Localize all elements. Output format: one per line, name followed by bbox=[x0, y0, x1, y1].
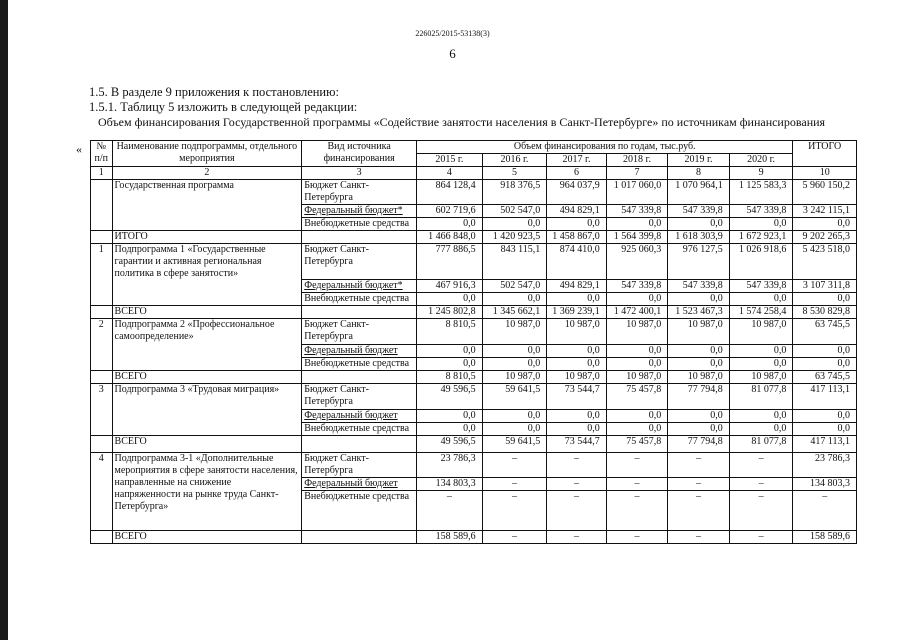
funding-source: Бюджет Санкт-Петербурга bbox=[302, 384, 417, 410]
total-value-cell: 1 420 923,5 bbox=[482, 231, 547, 244]
scan-edge-bar bbox=[0, 0, 8, 640]
source-empty bbox=[302, 436, 417, 453]
value-cell: 0,0 bbox=[729, 410, 793, 423]
value-cell: 0,0 bbox=[417, 423, 483, 436]
header-year: 2019 г. bbox=[668, 154, 730, 167]
value-cell: 0,0 bbox=[668, 345, 730, 358]
value-cell: 925 060,3 bbox=[606, 244, 668, 280]
value-cell: 547 339,8 bbox=[668, 205, 730, 218]
total-row bbox=[91, 306, 857, 319]
value-cell: – bbox=[547, 478, 606, 491]
total-value-cell: 10 987,0 bbox=[482, 371, 547, 384]
value-cell: 0,0 bbox=[668, 423, 730, 436]
value-cell: 0,0 bbox=[482, 358, 547, 371]
value-cell: – bbox=[482, 478, 547, 491]
value-cell: – bbox=[606, 453, 668, 478]
total-cell: 0,0 bbox=[793, 358, 857, 371]
table-caption: Объем финансирования Государственной программы «Содействие занятости населения в Санкт-Петербурге» по источникам финансирования bbox=[98, 115, 826, 129]
value-cell: 0,0 bbox=[729, 345, 793, 358]
header-name: Наименование подпрограммы, отдельного мероприятия bbox=[112, 141, 302, 167]
value-cell: 0,0 bbox=[482, 218, 547, 231]
value-cell: 1 125 583,3 bbox=[729, 180, 793, 205]
value-cell: 0,0 bbox=[547, 410, 606, 423]
value-cell: 8 810,5 bbox=[417, 319, 483, 345]
funding-source: Внебюджетные средства bbox=[302, 218, 417, 231]
column-number: 8 bbox=[668, 167, 730, 180]
total-cell: 0,0 bbox=[793, 218, 857, 231]
value-cell: 547 339,8 bbox=[668, 280, 730, 293]
value-cell: 59 641,5 bbox=[482, 384, 547, 410]
value-cell: – bbox=[668, 453, 730, 478]
header-num: № п/п bbox=[91, 141, 113, 167]
column-number: 3 bbox=[302, 167, 417, 180]
total-value-cell: 1 245 802,8 bbox=[417, 306, 483, 319]
grand-total-cell: 417 113,1 bbox=[793, 436, 857, 453]
value-cell: – bbox=[547, 453, 606, 478]
total-value-cell: 59 641,5 bbox=[482, 436, 547, 453]
row-number: 1 bbox=[91, 244, 113, 306]
value-cell: – bbox=[668, 478, 730, 491]
value-cell: 502 547,0 bbox=[482, 205, 547, 218]
value-cell: 874 410,0 bbox=[547, 244, 606, 280]
grand-total-cell: 9 202 265,3 bbox=[793, 231, 857, 244]
value-cell: 23 786,3 bbox=[417, 453, 483, 478]
header-year: 2020 г. bbox=[729, 154, 793, 167]
total-cell: 23 786,3 bbox=[793, 453, 857, 478]
value-cell: 547 339,8 bbox=[729, 205, 793, 218]
total-label: ВСЕГО bbox=[112, 436, 302, 453]
total-value-cell: – bbox=[729, 531, 793, 544]
total-value-cell: 1 564 399,8 bbox=[606, 231, 668, 244]
value-cell: – bbox=[606, 478, 668, 491]
row-number: 2 bbox=[91, 319, 113, 371]
total-value-cell: 81 077,8 bbox=[729, 436, 793, 453]
section-subheading: 1.5.1. Таблицу 5 изложить в следующей редакции: bbox=[89, 100, 358, 114]
value-cell: 0,0 bbox=[729, 358, 793, 371]
value-cell: – bbox=[606, 491, 668, 531]
document-number: 226025/2015-53138(3) bbox=[415, 29, 490, 38]
header-year: 2016 г. bbox=[482, 154, 547, 167]
row-number-empty bbox=[91, 306, 113, 319]
page-number: 6 bbox=[449, 46, 456, 61]
total-cell: – bbox=[793, 491, 857, 531]
value-cell: – bbox=[482, 453, 547, 478]
value-cell: 0,0 bbox=[417, 345, 483, 358]
total-cell: 0,0 bbox=[793, 293, 857, 306]
total-cell: 3 107 311,8 bbox=[793, 280, 857, 293]
total-value-cell: 75 457,8 bbox=[606, 436, 668, 453]
total-value-cell: 8 810,5 bbox=[417, 371, 483, 384]
value-cell: 0,0 bbox=[606, 293, 668, 306]
value-cell: 0,0 bbox=[668, 218, 730, 231]
funding-source: Федеральный бюджет bbox=[302, 345, 417, 358]
row-number-empty bbox=[91, 436, 113, 453]
value-cell: 0,0 bbox=[482, 410, 547, 423]
source-empty bbox=[302, 306, 417, 319]
table-row bbox=[91, 453, 857, 478]
value-cell: – bbox=[547, 491, 606, 531]
column-number: 5 bbox=[482, 167, 547, 180]
value-cell: 0,0 bbox=[729, 423, 793, 436]
column-number: 4 bbox=[417, 167, 483, 180]
total-label: ВСЕГО bbox=[112, 531, 302, 544]
total-cell: 63 745,5 bbox=[793, 319, 857, 345]
value-cell: 49 596,5 bbox=[417, 384, 483, 410]
total-cell: 3 242 115,1 bbox=[793, 205, 857, 218]
grand-total-cell: 63 745,5 bbox=[793, 371, 857, 384]
value-cell: 0,0 bbox=[606, 358, 668, 371]
total-row bbox=[91, 531, 857, 544]
funding-source: Бюджет Санкт-Петербурга bbox=[302, 319, 417, 345]
total-value-cell: – bbox=[547, 531, 606, 544]
value-cell: 81 077,8 bbox=[729, 384, 793, 410]
total-value-cell: 49 596,5 bbox=[417, 436, 483, 453]
total-value-cell: 1 574 258,4 bbox=[729, 306, 793, 319]
total-value-cell: 10 987,0 bbox=[729, 371, 793, 384]
total-row bbox=[91, 371, 857, 384]
value-cell: 0,0 bbox=[729, 218, 793, 231]
value-cell: 0,0 bbox=[729, 293, 793, 306]
program-name: Подпрограмма 3 «Трудовая миграция» bbox=[112, 384, 302, 436]
value-cell: – bbox=[482, 491, 547, 531]
funding-source: Федеральный бюджет* bbox=[302, 280, 417, 293]
column-number: 1 bbox=[91, 167, 113, 180]
total-value-cell: 10 987,0 bbox=[547, 371, 606, 384]
total-value-cell: 1 458 867,0 bbox=[547, 231, 606, 244]
funding-source: Бюджет Санкт-Петербурга bbox=[302, 244, 417, 280]
value-cell: – bbox=[729, 491, 793, 531]
total-value-cell: 10 987,0 bbox=[606, 371, 668, 384]
value-cell: – bbox=[417, 491, 483, 531]
header-source: Вид источника финансирования bbox=[302, 141, 417, 167]
header-total: ИТОГО bbox=[793, 141, 857, 167]
section-heading: 1.5. В разделе 9 приложения к постановлению: bbox=[89, 85, 339, 99]
value-cell: 0,0 bbox=[482, 293, 547, 306]
total-value-cell: 1 672 923,1 bbox=[729, 231, 793, 244]
value-cell: 0,0 bbox=[547, 218, 606, 231]
header-volume: Объем финансирования по годам, тыс.руб. bbox=[417, 141, 793, 154]
value-cell: 0,0 bbox=[547, 423, 606, 436]
row-number: 3 bbox=[91, 384, 113, 436]
total-cell: 134 803,3 bbox=[793, 478, 857, 491]
value-cell: 0,0 bbox=[668, 293, 730, 306]
value-cell: 777 886,5 bbox=[417, 244, 483, 280]
row-number: 4 bbox=[91, 453, 113, 531]
value-cell: 0,0 bbox=[606, 345, 668, 358]
program-name: Подпрограмма 1 «Государственные гарантии и активная региональная политика в сфере занятости» bbox=[112, 244, 302, 306]
value-cell: 1 026 918,6 bbox=[729, 244, 793, 280]
open-quote: « bbox=[76, 142, 82, 156]
total-cell: 5 960 150,2 bbox=[793, 180, 857, 205]
value-cell: 0,0 bbox=[482, 423, 547, 436]
funding-source: Федеральный бюджет bbox=[302, 478, 417, 491]
header-row bbox=[91, 141, 857, 154]
total-cell: 0,0 bbox=[793, 423, 857, 436]
value-cell: 964 037,9 bbox=[547, 180, 606, 205]
total-value-cell: 158 589,6 bbox=[417, 531, 483, 544]
value-cell: 0,0 bbox=[417, 293, 483, 306]
value-cell: 547 339,8 bbox=[729, 280, 793, 293]
value-cell: 0,0 bbox=[606, 218, 668, 231]
table-row bbox=[91, 180, 857, 205]
total-value-cell: 1 523 467,3 bbox=[668, 306, 730, 319]
value-cell: 10 987,0 bbox=[729, 319, 793, 345]
funding-source: Бюджет Санкт-Петербурга bbox=[302, 180, 417, 205]
total-row bbox=[91, 436, 857, 453]
table-row bbox=[91, 244, 857, 280]
funding-source: Бюджет Санкт-Петербурга bbox=[302, 453, 417, 478]
total-cell: 417 113,1 bbox=[793, 384, 857, 410]
total-cell: 0,0 bbox=[793, 345, 857, 358]
value-cell: 134 803,3 bbox=[417, 478, 483, 491]
row-number-empty bbox=[91, 371, 113, 384]
source-empty bbox=[302, 531, 417, 544]
value-cell: 547 339,8 bbox=[606, 205, 668, 218]
financing-table bbox=[90, 140, 857, 544]
funding-source: Федеральный бюджет bbox=[302, 410, 417, 423]
column-number: 7 bbox=[606, 167, 668, 180]
value-cell: 1 017 060,0 bbox=[606, 180, 668, 205]
program-name: Подпрограмма 3-1 «Дополнительные мероприятия в сфере занятости населения, направленные на снижение напряженности на рынке труда Санкт-Петербурга» bbox=[112, 453, 302, 531]
value-cell: 1 070 964,1 bbox=[668, 180, 730, 205]
row-number-empty bbox=[91, 531, 113, 544]
column-number: 10 bbox=[793, 167, 857, 180]
value-cell: 494 829,1 bbox=[547, 280, 606, 293]
total-label: ВСЕГО bbox=[112, 306, 302, 319]
value-cell: 75 457,8 bbox=[606, 384, 668, 410]
total-value-cell: 1 618 303,9 bbox=[668, 231, 730, 244]
total-value-cell: – bbox=[606, 531, 668, 544]
value-cell: 0,0 bbox=[668, 410, 730, 423]
value-cell: 547 339,8 bbox=[606, 280, 668, 293]
value-cell: 77 794,8 bbox=[668, 384, 730, 410]
value-cell: 843 115,1 bbox=[482, 244, 547, 280]
total-value-cell: 10 987,0 bbox=[668, 371, 730, 384]
total-value-cell: 77 794,8 bbox=[668, 436, 730, 453]
funding-source: Внебюджетные средства bbox=[302, 423, 417, 436]
value-cell: 10 987,0 bbox=[606, 319, 668, 345]
total-value-cell: 1 345 662,1 bbox=[482, 306, 547, 319]
value-cell: 0,0 bbox=[547, 293, 606, 306]
value-cell: 0,0 bbox=[547, 345, 606, 358]
value-cell: 976 127,5 bbox=[668, 244, 730, 280]
total-value-cell: – bbox=[482, 531, 547, 544]
value-cell: 10 987,0 bbox=[547, 319, 606, 345]
value-cell: 0,0 bbox=[417, 218, 483, 231]
value-cell: 73 544,7 bbox=[547, 384, 606, 410]
header-year: 2017 г. bbox=[547, 154, 606, 167]
total-label: ВСЕГО bbox=[112, 371, 302, 384]
total-cell: 5 423 518,0 bbox=[793, 244, 857, 280]
funding-source: Внебюджетные средства bbox=[302, 358, 417, 371]
value-cell: 602 719,6 bbox=[417, 205, 483, 218]
value-cell: – bbox=[729, 453, 793, 478]
funding-source: Внебюджетные средства bbox=[302, 491, 417, 531]
total-value-cell: 1 466 848,0 bbox=[417, 231, 483, 244]
funding-source: Внебюджетные средства bbox=[302, 293, 417, 306]
header-year: 2018 г. bbox=[606, 154, 668, 167]
value-cell: 0,0 bbox=[482, 345, 547, 358]
value-cell: 0,0 bbox=[606, 423, 668, 436]
value-cell: – bbox=[668, 491, 730, 531]
value-cell: 0,0 bbox=[606, 410, 668, 423]
table-row bbox=[91, 319, 857, 345]
column-number: 9 bbox=[729, 167, 793, 180]
value-cell: 494 829,1 bbox=[547, 205, 606, 218]
value-cell: 502 547,0 bbox=[482, 280, 547, 293]
total-value-cell: 73 544,7 bbox=[547, 436, 606, 453]
grand-total-cell: 8 530 829,8 bbox=[793, 306, 857, 319]
column-number-row bbox=[91, 167, 857, 180]
source-empty bbox=[302, 231, 417, 244]
value-cell: 0,0 bbox=[547, 358, 606, 371]
program-name: Подпрограмма 2 «Профессиональное самоопределение» bbox=[112, 319, 302, 371]
column-number: 6 bbox=[547, 167, 606, 180]
value-cell: 0,0 bbox=[668, 358, 730, 371]
value-cell: 10 987,0 bbox=[668, 319, 730, 345]
row-number bbox=[91, 180, 113, 231]
column-number: 2 bbox=[112, 167, 302, 180]
value-cell: 0,0 bbox=[417, 358, 483, 371]
value-cell: 918 376,5 bbox=[482, 180, 547, 205]
table-row bbox=[91, 384, 857, 410]
total-row bbox=[91, 231, 857, 244]
header-year: 2015 г. bbox=[417, 154, 483, 167]
row-number-empty bbox=[91, 231, 113, 244]
value-cell: 10 987,0 bbox=[482, 319, 547, 345]
total-cell: 0,0 bbox=[793, 410, 857, 423]
total-value-cell: – bbox=[668, 531, 730, 544]
funding-source: Федеральный бюджет* bbox=[302, 205, 417, 218]
value-cell: 467 916,3 bbox=[417, 280, 483, 293]
total-value-cell: 1 369 239,1 bbox=[547, 306, 606, 319]
total-value-cell: 1 472 400,1 bbox=[606, 306, 668, 319]
source-empty bbox=[302, 371, 417, 384]
value-cell: 0,0 bbox=[417, 410, 483, 423]
total-label: ИТОГО bbox=[112, 231, 302, 244]
program-name: Государственная программа bbox=[112, 180, 302, 231]
grand-total-cell: 158 589,6 bbox=[793, 531, 857, 544]
value-cell: – bbox=[729, 478, 793, 491]
value-cell: 864 128,4 bbox=[417, 180, 483, 205]
